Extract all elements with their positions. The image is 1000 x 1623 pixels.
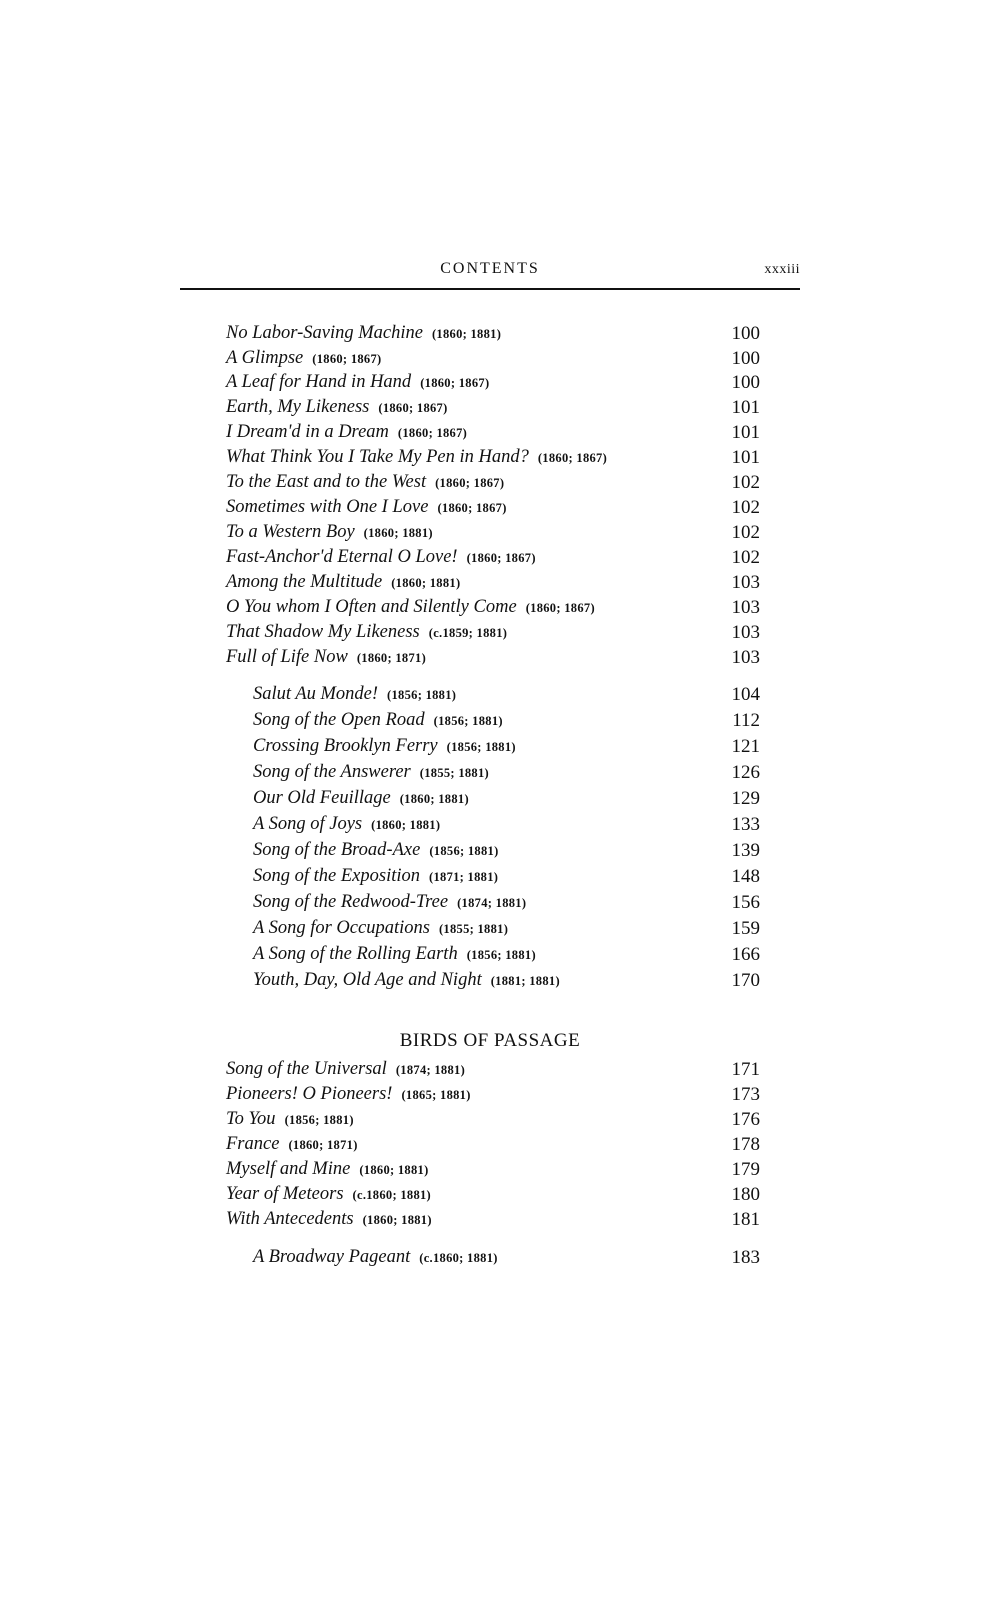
- toc-entry: A Leaf for Hand in Hand (1860; 1867) 100: [226, 372, 760, 393]
- toc-entry: Pioneers! O Pioneers! (1865; 1881) 173: [226, 1084, 760, 1105]
- toc-entry: Song of the Open Road (1856; 1881) 112: [253, 710, 760, 731]
- toc-entry: I Dream'd in a Dream (1860; 1867) 101: [226, 422, 760, 443]
- toc-entry: France (1860; 1871) 178: [226, 1134, 760, 1155]
- toc-entry: Myself and Mine (1860; 1881) 179: [226, 1159, 760, 1180]
- toc-entry: To a Western Boy (1860; 1881) 102: [226, 522, 760, 543]
- page-folio: xxxiii: [764, 262, 800, 277]
- section-heading: BIRDS OF PASSAGE: [399, 1030, 581, 1051]
- toc-entry: What Think You I Take My Pen in Hand? (1860; 1867) 101: [226, 447, 760, 468]
- toc-entry: To You (1856; 1881) 176: [226, 1109, 760, 1130]
- toc-entry: Song of the Redwood-Tree (1874; 1881) 156: [253, 892, 760, 913]
- toc-entry: Sometimes with One I Love (1860; 1867) 102: [226, 497, 760, 518]
- toc-entry: Song of the Exposition (1871; 1881) 148: [253, 866, 760, 887]
- toc-entry: A Song for Occupations (1855; 1881) 159: [253, 918, 760, 939]
- toc-entry: With Antecedents (1860; 1881) 181: [226, 1209, 760, 1230]
- toc-entry: Salut Au Monde! (1856; 1881) 104: [253, 684, 760, 705]
- toc-entry: Youth, Day, Old Age and Night (1881; 1881) 170: [253, 970, 760, 991]
- toc-entry: Earth, My Likeness (1860; 1867) 101: [226, 397, 760, 418]
- toc-entry: A Broadway Pageant (c.1860; 1881) 183: [253, 1247, 760, 1268]
- toc-entry: That Shadow My Likeness (c.1859; 1881) 103: [226, 622, 760, 643]
- running-head: [180, 258, 800, 290]
- toc-entry: To the East and to the West (1860; 1867) 102: [226, 472, 760, 493]
- toc-entry: Full of Life Now (1860; 1871) 103: [226, 647, 760, 668]
- toc-entry: Our Old Feuillage (1860; 1881) 129: [253, 788, 760, 809]
- toc-entry: Song of the Universal (1874; 1881) 171: [226, 1059, 760, 1080]
- toc-entry: Song of the Broad-Axe (1856; 1881) 139: [253, 840, 760, 861]
- toc-entry: A Song of the Rolling Earth (1856; 1881) 166: [253, 944, 760, 965]
- toc-entry: Fast-Anchor'd Eternal O Love! (1860; 1867) 102: [226, 547, 760, 568]
- toc-entry: O You whom I Often and Silently Come (1860; 1867) 103: [226, 597, 760, 618]
- toc-entry: Song of the Answerer (1855; 1881) 126: [253, 762, 760, 783]
- toc-entry: Crossing Brooklyn Ferry (1856; 1881) 121: [253, 736, 760, 757]
- toc-entry: Among the Multitude (1860; 1881) 103: [226, 572, 760, 593]
- toc-entry: Year of Meteors (c.1860; 1881) 180: [226, 1184, 760, 1205]
- toc-entry: A Glimpse (1860; 1867) 100: [226, 348, 760, 369]
- running-title: CONTENTS: [440, 260, 540, 277]
- toc-entry: No Labor-Saving Machine (1860; 1881) 100: [226, 323, 760, 344]
- toc-entry: A Song of Joys (1860; 1881) 133: [253, 814, 760, 835]
